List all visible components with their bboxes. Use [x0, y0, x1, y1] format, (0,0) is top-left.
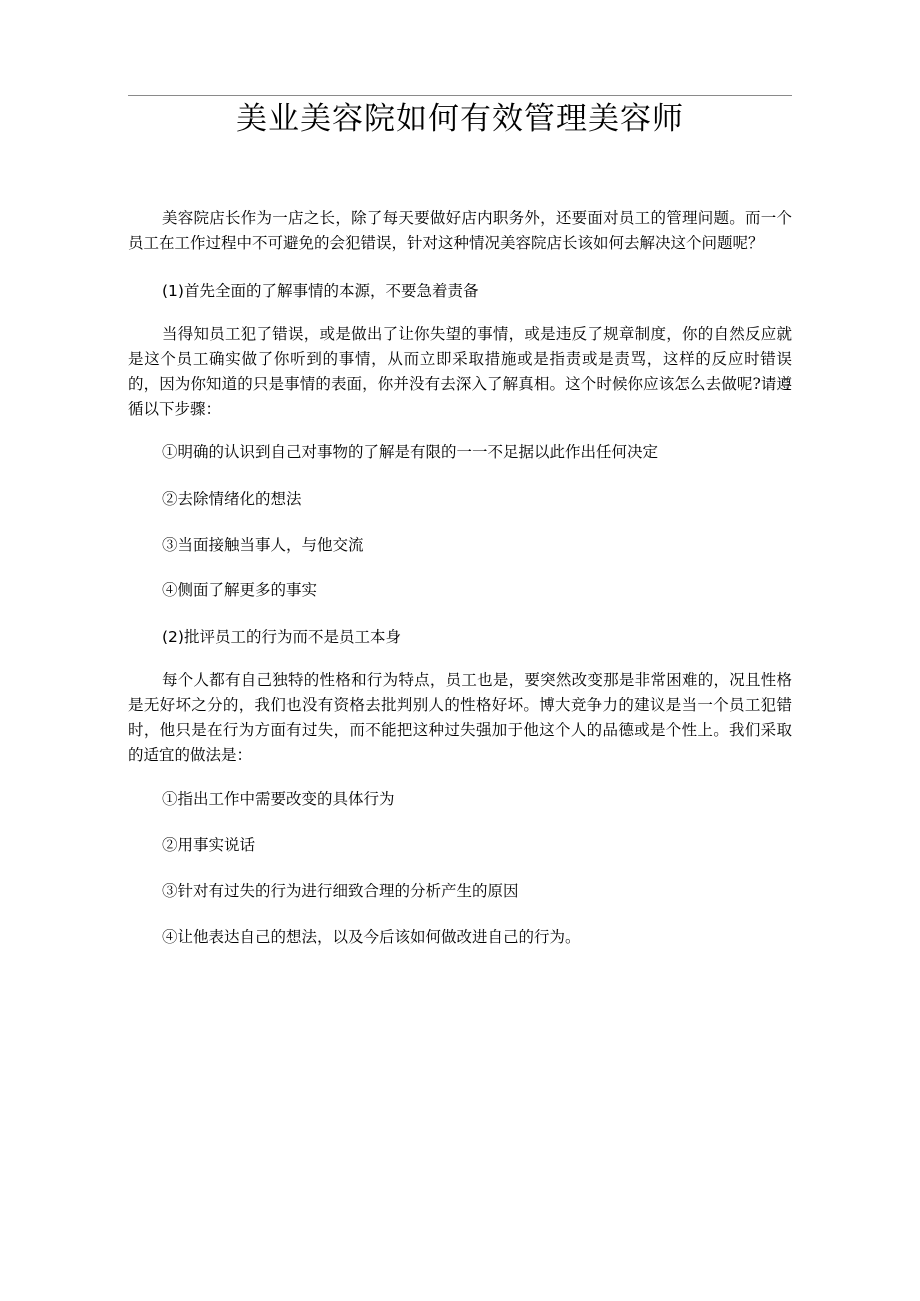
document-title: 美业美容院如何有效管理美容师: [236, 101, 684, 137]
section-1-heading: (1)首先全面的了解事情的本源，不要急着责备: [162, 282, 479, 300]
section-1-step-4: ④侧面了解更多的事实: [162, 581, 318, 599]
section-2-step-3: ③针对有过失的行为进行细致合理的分析产生的原因: [162, 882, 519, 900]
section-2-step-2: ②用事实说话: [162, 836, 256, 854]
header-rule: [128, 95, 792, 96]
section-2-step-1: ①指出工作中需要改变的具体行为: [162, 790, 395, 808]
section-2-paragraph: 每个人都有自己独特的性格和行为特点，员工也是，要突然改变那是非常困难的，况且性格是无好坏之分的，我们也没有资格去批判别人的性格好坏。博大竞争力的建议是当一个员工犯错时，他只是在行为方面有过失，而不能把这种过失强加于他这个人的品德或是个性上。我们采取的适宜的做法是：: [128, 671, 792, 764]
section-2-heading: (2)批评员工的行为而不是员工本身: [162, 628, 401, 646]
section-2-step-4: ④让他表达自己的想法，以及今后该如何做改进自己的行为。: [162, 928, 581, 946]
section-1-step-1: ①明确的认识到自己对事物的了解是有限的一一不足据以此作出任何决定: [162, 443, 659, 461]
intro-paragraph: 美容院店长作为一店之长，除了每天要做好店内职务外，还要面对员工的管理问题。而一个员工在工作过程中不可避免的会犯错误，针对这种情况美容院店长该如何去解决这个问题呢？: [128, 209, 792, 252]
section-1-step-2: ②去除情绪化的想法: [162, 490, 302, 508]
section-1-paragraph: 当得知员工犯了错误，或是做出了让你失望的事情，或是违反了规章制度，你的自然反应就是这个员工确实做了你听到的事情，从而立即采取措施或是指责或是责骂，这样的反应时错误的，因为你知道的只是事情的表面，你并没有去深入了解真相。这个时候你应该怎么去做呢?请遵循以下步骤：: [128, 325, 792, 418]
section-1-step-3: ③当面接触当事人，与他交流: [162, 536, 364, 554]
